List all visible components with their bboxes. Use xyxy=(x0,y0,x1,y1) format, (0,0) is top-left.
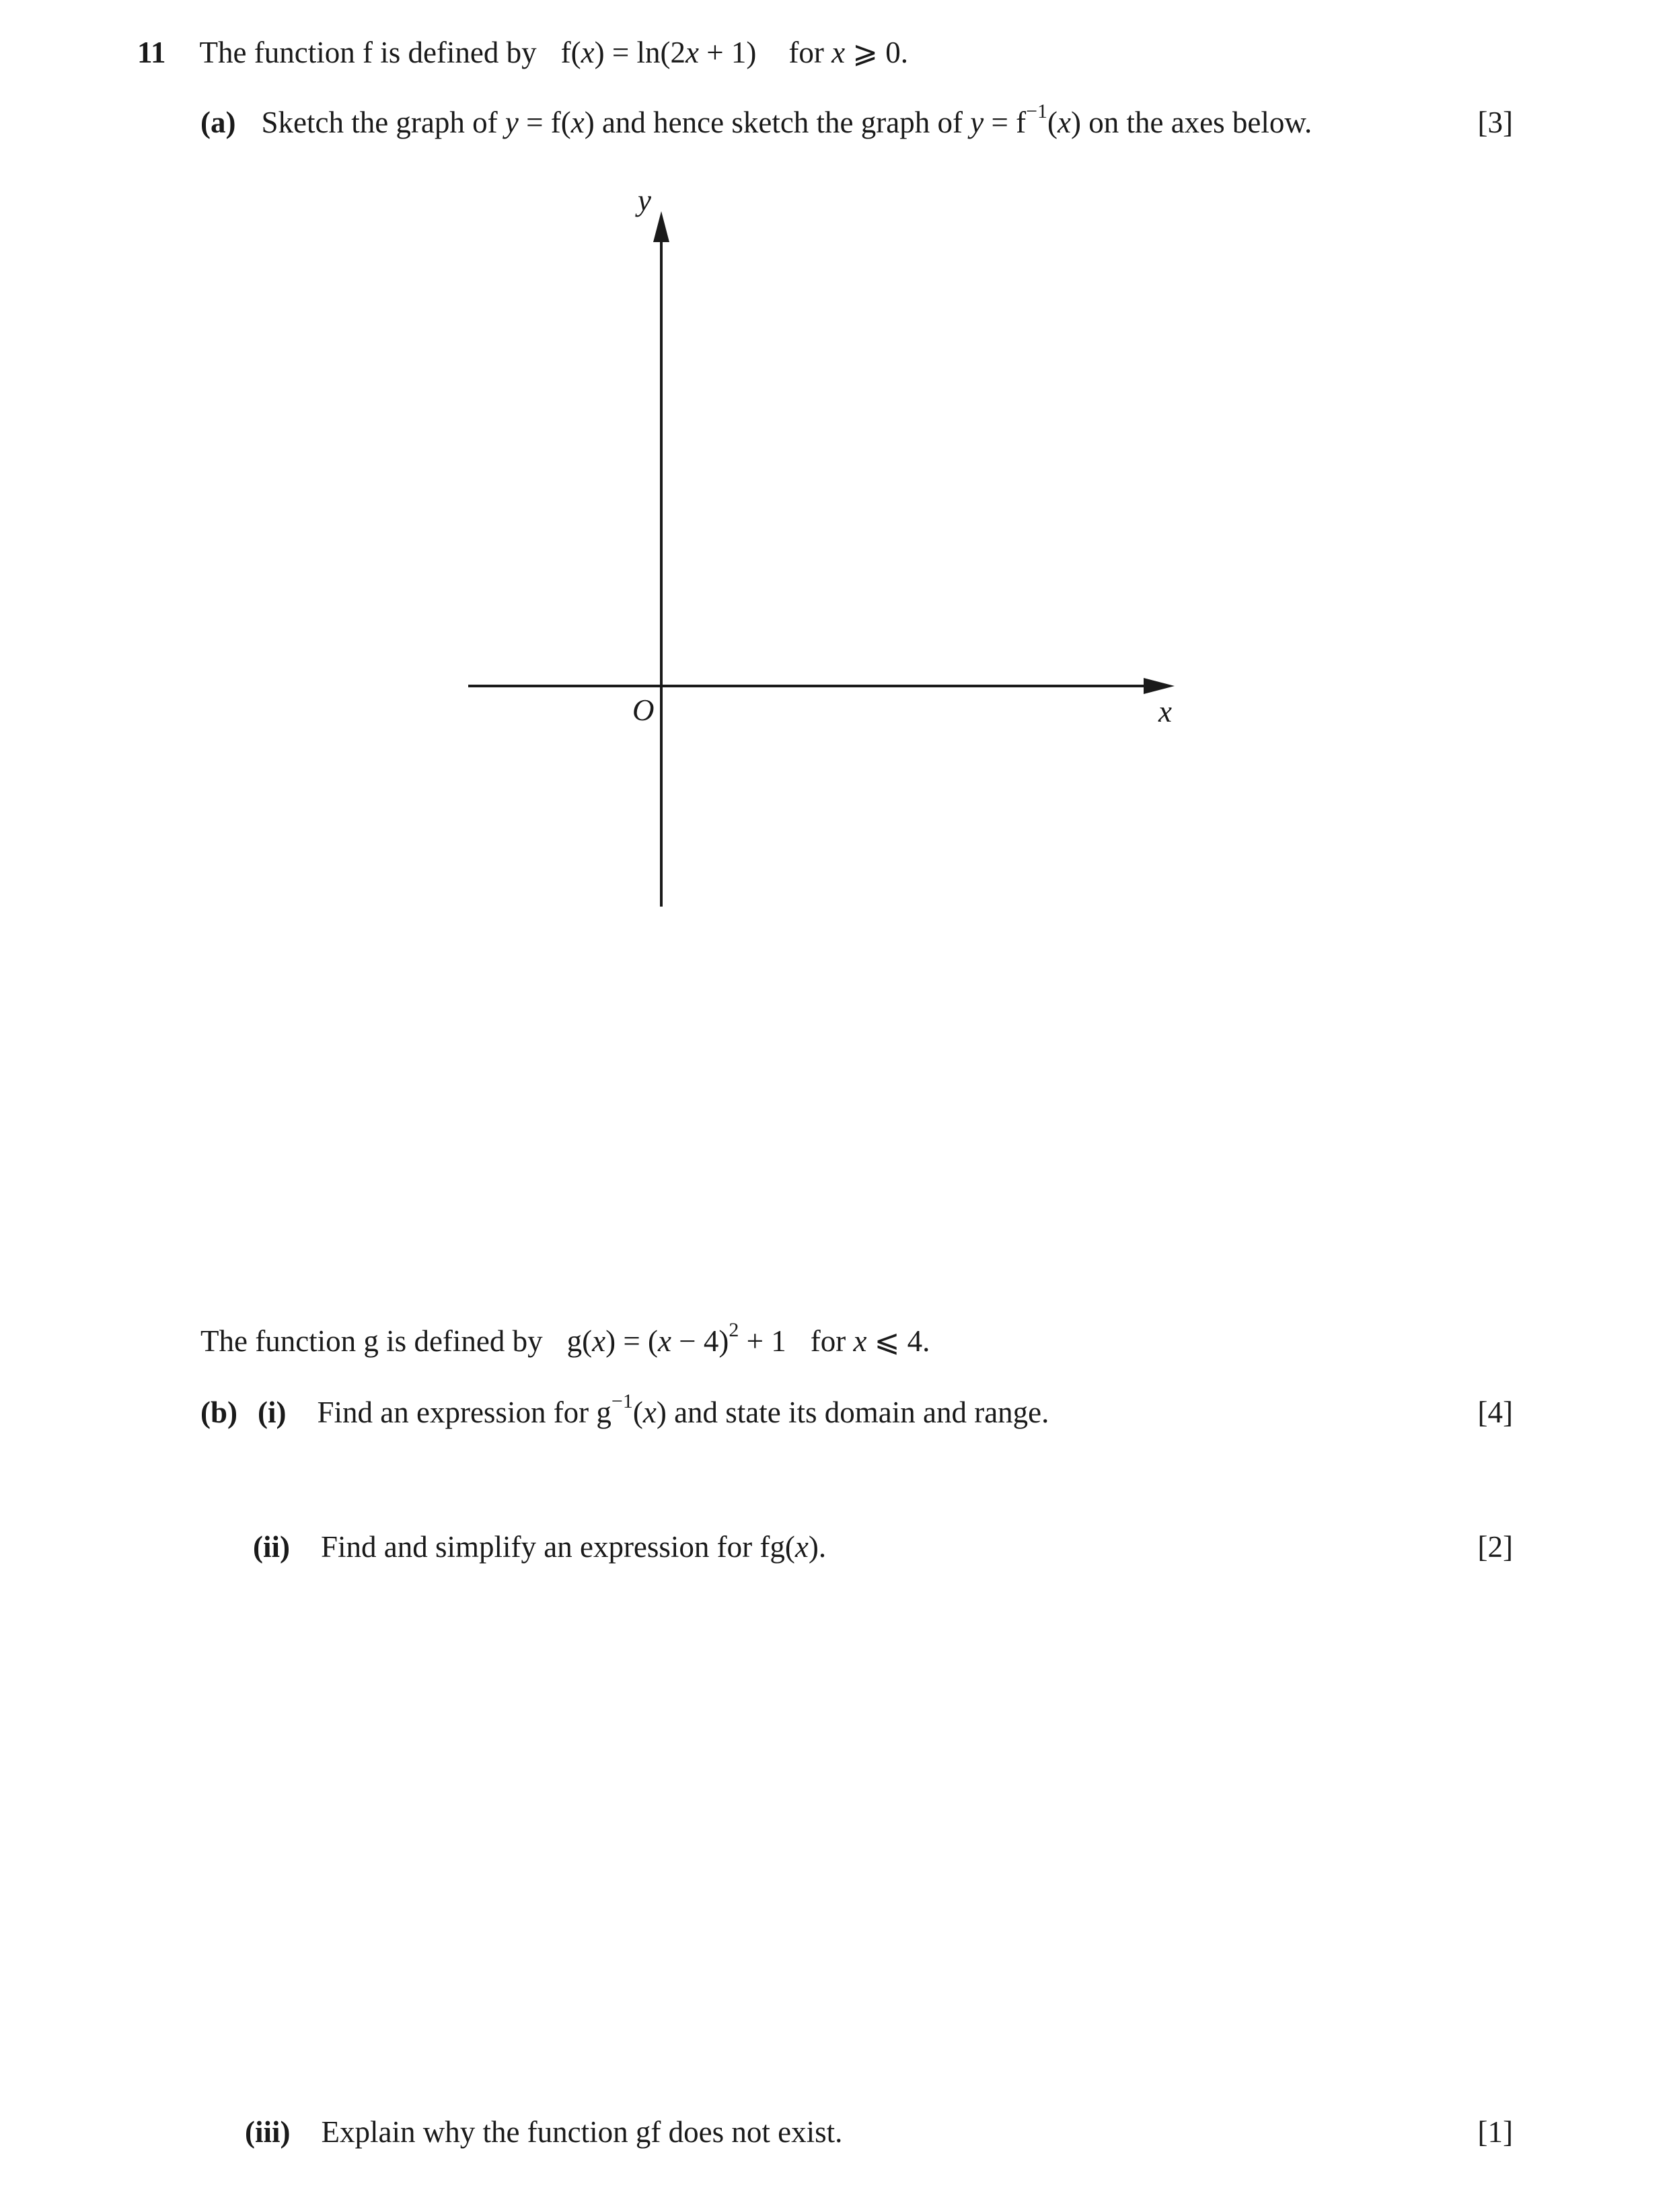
origin-label: O xyxy=(632,693,655,727)
part-a-text: (a) Sketch the graph of y = f(x) and hence sketch the graph of $y = f^{-1}(x)$ on the axes below. xyxy=(200,100,1312,139)
part-a-marks: [3] xyxy=(1477,106,1513,139)
part-b-ii-marks: [2] xyxy=(1477,1530,1513,1564)
intro-f-text: The function f is defined by xyxy=(199,36,537,69)
part-b-label: (b) xyxy=(200,1396,237,1429)
part-a-label: (a) xyxy=(200,106,236,139)
intro-g-text: The function g is defined by xyxy=(200,1324,543,1358)
part-b-ii: (ii) Find and simplify an expression for fg(x). xyxy=(253,1530,827,1564)
x-axis-label: x xyxy=(1158,695,1172,728)
part-b-iii: (iii) Explain why the function gf does not exist. xyxy=(245,2115,843,2149)
y-axis-arrowhead xyxy=(653,211,669,242)
part-b-i: (b) (i) Find an expression for $g^{-1}(x)$ and state its domain and range. xyxy=(200,1390,1049,1429)
x-axis-arrowhead xyxy=(1144,678,1175,694)
y-axis-label: y xyxy=(638,184,651,217)
part-b-iii-label: (iii) xyxy=(245,2115,291,2149)
part-b-iii-marks: [1] xyxy=(1477,2115,1513,2149)
part-b-ii-label: (ii) xyxy=(253,1530,290,1564)
question-11-intro: 11 The function f is defined by f(x) = ln(2x + 1) for x ⩾ 0. xyxy=(137,36,909,69)
intro-g: The function g is defined by $g(x) = (x - 4)^2 + 1$ for x ⩽ 4. xyxy=(200,1319,930,1358)
part-b-i-label: (i) xyxy=(258,1396,287,1429)
part-b-i-marks: [4] xyxy=(1477,1396,1513,1429)
question-number: 11 xyxy=(137,36,166,69)
